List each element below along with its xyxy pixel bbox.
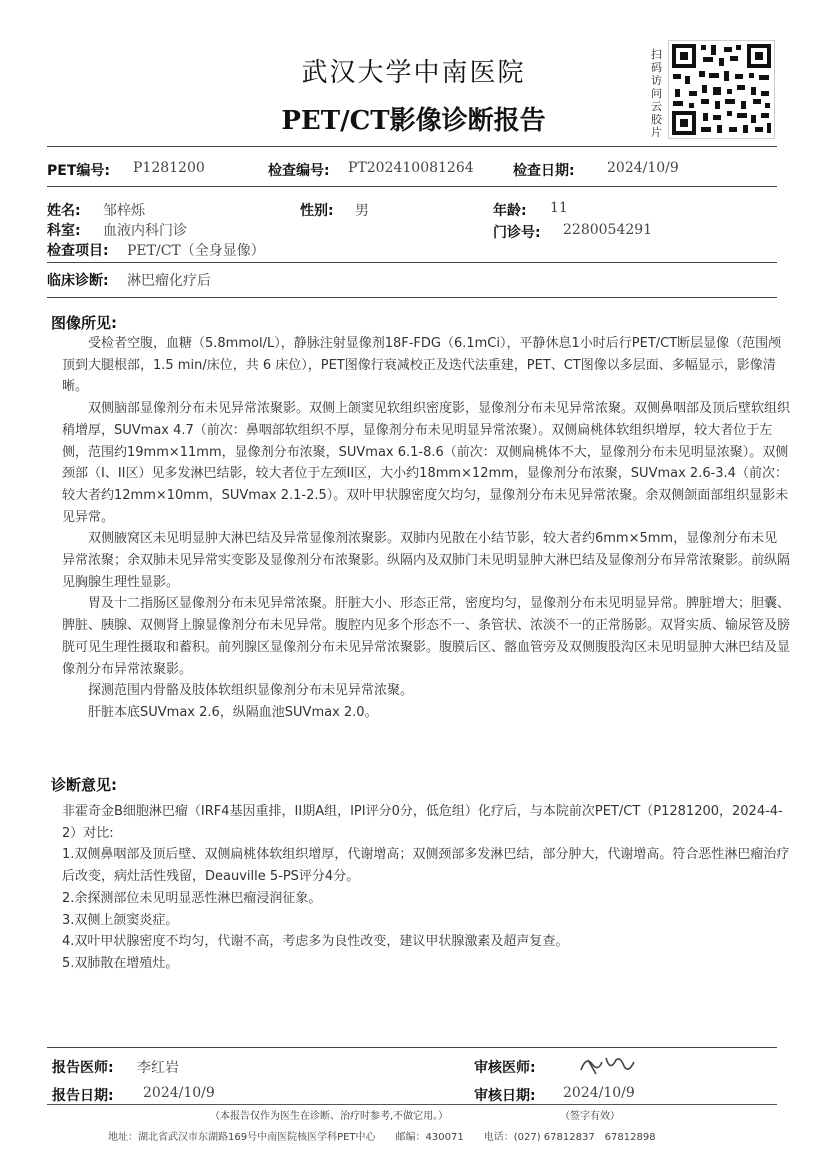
- pet-number-value: P1281200: [133, 160, 205, 176]
- dept-label: 科室:: [47, 223, 81, 239]
- diagnosis-intro: 非霍奇金B细胞淋巴瘤（IRF4基因重排，II期A组，IPI评分0分，低危组）化疗后，与本院前次PET/CT（P1281200，2024-4-2）对比:: [62, 804, 783, 841]
- dept-value: 血液内科门诊: [103, 223, 187, 239]
- exam-item-label: 检查项目:: [47, 243, 109, 259]
- findings-paragraph: 胃及十二指肠区显像剂分布未见异常浓聚。肝脏大小、形态正常，密度均匀，显像剂分布未见明显异常。脾脏增大；胆囊、脾脏、胰腺、双侧肾上腺显像剂分布未见异常。腹腔内见多个形态不一、条管状、浓淡不一的正常肠影。双肾实质、输尿管及膀胱可见生理性摄取和蓄积。前列腺区显像剂分布未见异常浓聚影。腹膜后区、髂血管旁及双侧腹股沟区未见明显肿大淋巴结及显像剂分布异常浓聚影。: [62, 596, 791, 677]
- diagnosis-item: 5.双肺散在增殖灶。: [62, 955, 179, 971]
- findings-heading: 图像所见:: [51, 314, 117, 332]
- report-doctor-label: 报告医师:: [52, 1060, 114, 1076]
- exam-item-value: PET/CT（全身显像）: [127, 243, 265, 259]
- clinic-number-label: 门诊号:: [493, 225, 541, 241]
- findings-paragraph: 受检者空腹，血糖（5.8mmol/L），静脉注射显像剂18F-FDG（6.1mCi），平静休息1小时后行PET/CT断层显像（范围颅顶到大腿根部，1.5 min/床位，共 6 床位），PET图像行衰减校正及迭代法重建，PET、CT图像以多层面、多幅显示，影像清晰。: [62, 336, 782, 395]
- age-label: 年龄:: [493, 203, 527, 219]
- age-value: 11: [550, 200, 568, 216]
- name-label: 姓名:: [47, 203, 81, 219]
- report-date-label: 报告日期:: [52, 1088, 114, 1104]
- diagnosis-item: 2.余探测部位未见明显恶性淋巴瘤浸润征象。: [62, 890, 322, 906]
- findings-paragraph: 双侧腋窝区未见明显肿大淋巴结及异常显像剂浓聚影。双肺内见散在小结节影，较大者约6mm×5mm，显像剂分布未见异常浓聚；余双肺未见异常实变影及显像剂分布浓聚影。纵隔内及双肺门未见明显肿大淋巴结及显像剂分布异常浓聚影。前纵隔见胸腺生理性显影。: [62, 531, 791, 590]
- findings-paragraph: 探测范围内骨骼及肢体软组织显像剂分布未见异常浓聚。: [88, 683, 414, 699]
- disclaimer: （本报告仅作为医生在诊断、治疗时参考,不做它用。）: [210, 1111, 449, 1122]
- clinical-diagnosis-label: 临床诊断:: [47, 273, 109, 289]
- exam-number-label: 检查编号:: [268, 163, 330, 179]
- divider: [47, 186, 777, 187]
- review-date-value: 2024/10/9: [563, 1085, 635, 1101]
- clinical-diagnosis-value: 淋巴瘤化疗后: [127, 273, 211, 289]
- review-date-label: 审核日期:: [474, 1088, 536, 1104]
- sex-value: 男: [355, 203, 369, 219]
- sex-label: 性别:: [300, 203, 334, 219]
- pet-number-label: PET编号:: [47, 163, 110, 179]
- signature-note: （签字有效）: [560, 1111, 620, 1122]
- exam-date-value: 2024/10/9: [607, 160, 679, 176]
- reviewer-label: 审核医师:: [474, 1060, 536, 1076]
- diagnosis-heading: 诊断意见:: [51, 776, 117, 794]
- name-value: 邹梓烁: [103, 203, 145, 219]
- report-title: PET/CT影像诊断报告: [281, 106, 546, 136]
- clinic-number-value: 2280054291: [563, 222, 653, 238]
- diagnosis-item: 3.双侧上颌窦炎症。: [62, 912, 179, 928]
- findings-paragraph: 肝脏本底SUVmax 2.6，纵隔血池SUVmax 2.0。: [88, 704, 378, 720]
- exam-number-value: PT202410081264: [348, 160, 474, 176]
- findings-body: [62, 333, 790, 724]
- report-date-value: 2024/10/9: [143, 1085, 215, 1101]
- qr-code-icon[interactable]: [668, 40, 775, 139]
- divider: [47, 262, 777, 263]
- divider: [47, 1104, 777, 1105]
- diagnosis-item: 4.双叶甲状腺密度不均匀，代谢不高，考虑多为良性改变，建议甲状腺激素及超声复查。: [62, 934, 569, 950]
- exam-date-label: 检查日期:: [513, 163, 575, 179]
- diagnosis-item: 1.双侧鼻咽部及顶后壁、双侧扁桃体软组织增厚，代谢增高；双侧颈部多发淋巴结，部分肿大，代谢增高。符合恶性淋巴瘤治疗后改变，病灶活性残留，Deauville 5-PS评分4分。: [62, 847, 790, 885]
- report-doctor-value: 李红岩: [137, 1060, 179, 1076]
- address-line: 地址：湖北省武汉市东湖路169号中南医院核医学科PET中心 邮编：430071 电话：(027) 67812837 67812898: [108, 1132, 656, 1143]
- hospital-name: 武汉大学中南医院: [301, 58, 526, 88]
- findings-paragraph: 双侧脑部显像剂分布未见异常浓聚影。双侧上颌窦见软组织密度影，显像剂分布未见异常浓聚。双侧鼻咽部及顶后壁软组织稍增厚，SUVmax 4.7（前次：鼻咽部软组织不厚，显像剂分布未见明显异常浓聚）。双侧扁桃体软组织增厚，较大者位于左侧，范围约19mm×11mm，显像剂分布浓聚，SUVmax 6.1-8.6（前次：双侧扁桃体不大，显像剂分布未见明显浓聚）。双侧颈部（I、II区）见多发淋巴结影，较大者位于左颈II区，大小约18mm×12mm，显像剂分布浓聚，SUVmax 2.6-3.4（前次：较大者约12mm×10mm，SUVmax 2.1-2.5）。双叶甲状腺密度欠均匀，显像剂分布未见异常浓聚。余双侧颌面部组织显影未见异常。: [62, 401, 791, 525]
- divider: [47, 1047, 777, 1048]
- reviewer-signature: [578, 1052, 638, 1084]
- diagnosis-body: [62, 801, 790, 975]
- qr-label: 扫码访问云胶片: [651, 48, 662, 139]
- divider: [47, 297, 777, 298]
- divider: [47, 146, 777, 147]
